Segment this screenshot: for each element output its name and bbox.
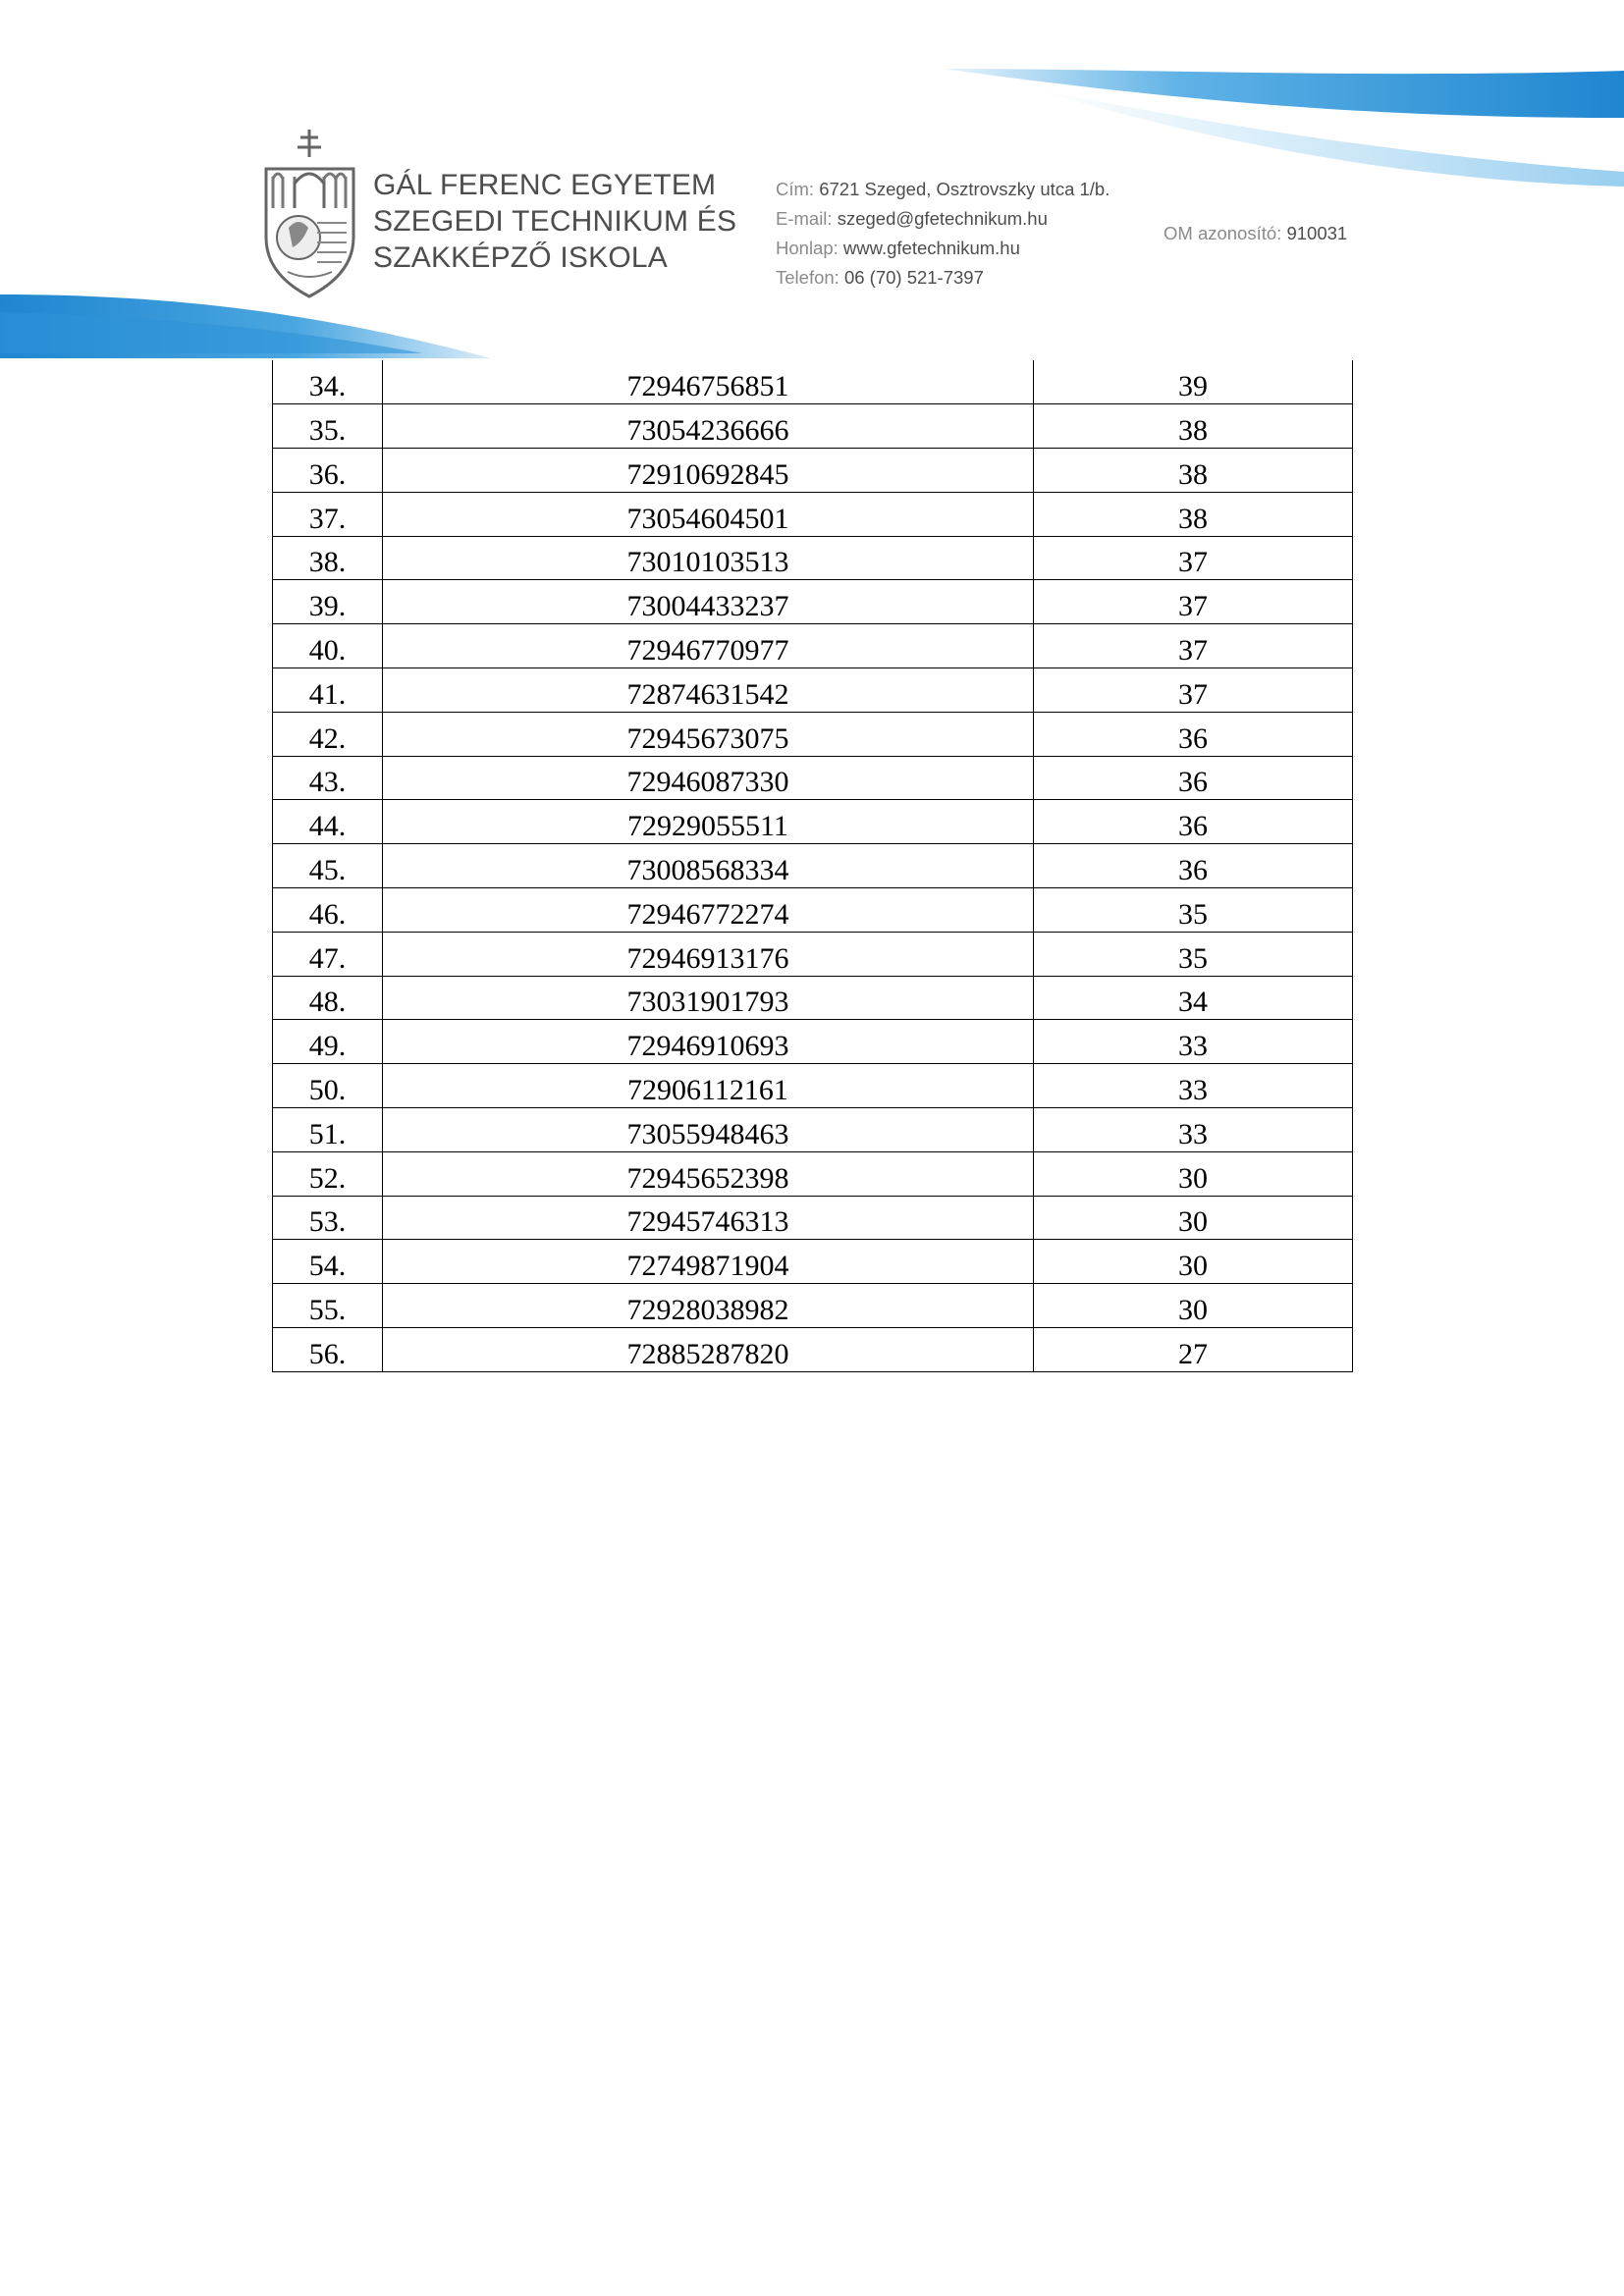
website-label: Honlap: bbox=[776, 238, 839, 258]
code-cell: 73054236666 bbox=[383, 404, 1034, 449]
rank-cell: 49. bbox=[273, 1020, 383, 1064]
code-cell: 72874631542 bbox=[383, 668, 1034, 713]
code-cell: 72946913176 bbox=[383, 932, 1034, 976]
table-row bbox=[273, 624, 1353, 668]
score-cell: 37 bbox=[1034, 668, 1353, 713]
code-cell: 72946910693 bbox=[383, 1020, 1034, 1064]
score-cell: 34 bbox=[1034, 976, 1353, 1020]
rank-cell: 34. bbox=[273, 360, 383, 404]
code-cell: 72946772274 bbox=[383, 888, 1034, 933]
rank-cell: 40. bbox=[273, 624, 383, 668]
rank-cell: 44. bbox=[273, 800, 383, 844]
score-cell: 38 bbox=[1034, 492, 1353, 536]
table-row bbox=[273, 756, 1353, 800]
score-cell: 37 bbox=[1034, 536, 1353, 580]
table-row bbox=[273, 580, 1353, 624]
score-cell: 37 bbox=[1034, 580, 1353, 624]
table-row bbox=[273, 976, 1353, 1020]
email-label: E-mail: bbox=[776, 208, 833, 229]
score-cell: 37 bbox=[1034, 624, 1353, 668]
table-row bbox=[273, 1328, 1353, 1372]
table-row bbox=[273, 932, 1353, 976]
table-row bbox=[273, 404, 1353, 449]
rank-cell: 56. bbox=[273, 1328, 383, 1372]
table-row bbox=[273, 492, 1353, 536]
table-row bbox=[273, 1108, 1353, 1152]
code-cell: 72946087330 bbox=[383, 756, 1034, 800]
website-value[interactable]: www.gfetechnikum.hu bbox=[842, 238, 1020, 258]
email-value[interactable]: szeged@gfetechnikum.hu bbox=[837, 208, 1048, 229]
rank-cell: 43. bbox=[273, 756, 383, 800]
score-cell: 27 bbox=[1034, 1328, 1353, 1372]
phone-value: 06 (70) 521-7397 bbox=[843, 267, 984, 288]
table-row bbox=[273, 1284, 1353, 1328]
code-cell: 72910692845 bbox=[383, 449, 1034, 493]
rank-cell: 51. bbox=[273, 1108, 383, 1152]
om-identifier bbox=[1164, 223, 1347, 244]
code-cell: 73054604501 bbox=[383, 492, 1034, 536]
rank-cell: 35. bbox=[273, 404, 383, 449]
results-table bbox=[272, 360, 1353, 1372]
code-cell: 72929055511 bbox=[383, 800, 1034, 844]
table-row bbox=[273, 800, 1353, 844]
code-cell: 72946770977 bbox=[383, 624, 1034, 668]
address-label: Cím: bbox=[776, 179, 815, 199]
address-value: 6721 Szeged, Osztrovszky utca 1/b. bbox=[819, 179, 1110, 199]
code-cell: 73004433237 bbox=[383, 580, 1034, 624]
score-cell: 38 bbox=[1034, 449, 1353, 493]
score-cell: 30 bbox=[1034, 1196, 1353, 1240]
rank-cell: 48. bbox=[273, 976, 383, 1020]
rank-cell: 38. bbox=[273, 536, 383, 580]
table-row bbox=[273, 888, 1353, 933]
score-cell: 38 bbox=[1034, 404, 1353, 449]
score-cell: 33 bbox=[1034, 1020, 1353, 1064]
score-cell: 35 bbox=[1034, 932, 1353, 976]
code-cell: 72945673075 bbox=[383, 712, 1034, 756]
rank-cell: 54. bbox=[273, 1240, 383, 1284]
score-cell: 36 bbox=[1034, 712, 1353, 756]
rank-cell: 53. bbox=[273, 1196, 383, 1240]
school-name-line: SZEGEDI TECHNIKUM ÉS bbox=[373, 205, 737, 238]
score-cell: 36 bbox=[1034, 800, 1353, 844]
letterhead bbox=[0, 0, 1624, 363]
table-row bbox=[273, 1240, 1353, 1284]
code-cell: 72928038982 bbox=[383, 1284, 1034, 1328]
code-cell: 73010103513 bbox=[383, 536, 1034, 580]
rank-cell: 36. bbox=[273, 449, 383, 493]
score-cell: 36 bbox=[1034, 756, 1353, 800]
code-cell: 73031901793 bbox=[383, 976, 1034, 1020]
score-cell: 33 bbox=[1034, 1064, 1353, 1108]
table-row bbox=[273, 844, 1353, 888]
rank-cell: 42. bbox=[273, 712, 383, 756]
rank-cell: 45. bbox=[273, 844, 383, 888]
table-row bbox=[273, 668, 1353, 713]
score-cell: 30 bbox=[1034, 1284, 1353, 1328]
score-cell: 39 bbox=[1034, 360, 1353, 404]
table-row bbox=[273, 1196, 1353, 1240]
phone-label: Telefon: bbox=[776, 267, 839, 288]
score-cell: 35 bbox=[1034, 888, 1353, 933]
contact-email bbox=[776, 204, 1110, 234]
code-cell: 73055948463 bbox=[383, 1108, 1034, 1152]
code-cell: 72906112161 bbox=[383, 1064, 1034, 1108]
om-label: OM azonosító: bbox=[1164, 223, 1282, 243]
rank-cell: 52. bbox=[273, 1151, 383, 1196]
table-row bbox=[273, 1151, 1353, 1196]
contact-block bbox=[776, 175, 1110, 293]
rank-cell: 46. bbox=[273, 888, 383, 933]
code-cell: 72885287820 bbox=[383, 1328, 1034, 1372]
contact-phone bbox=[776, 263, 1110, 293]
rank-cell: 39. bbox=[273, 580, 383, 624]
school-name-line: SZAKKÉPZŐ ISKOLA bbox=[373, 241, 668, 274]
table-row bbox=[273, 536, 1353, 580]
code-cell: 72945746313 bbox=[383, 1196, 1034, 1240]
school-crest-logo bbox=[263, 130, 356, 301]
contact-address bbox=[776, 175, 1110, 204]
code-cell: 72946756851 bbox=[383, 360, 1034, 404]
rank-cell: 55. bbox=[273, 1284, 383, 1328]
rank-cell: 47. bbox=[273, 932, 383, 976]
table-row bbox=[273, 449, 1353, 493]
table-row bbox=[273, 1020, 1353, 1064]
table-row bbox=[273, 360, 1353, 404]
school-name bbox=[373, 167, 736, 276]
code-cell: 72945652398 bbox=[383, 1151, 1034, 1196]
score-cell: 36 bbox=[1034, 844, 1353, 888]
rank-cell: 41. bbox=[273, 668, 383, 713]
code-cell: 73008568334 bbox=[383, 844, 1034, 888]
rank-cell: 50. bbox=[273, 1064, 383, 1108]
school-name-line: GÁL FERENC EGYETEM bbox=[373, 169, 717, 201]
score-cell: 33 bbox=[1034, 1108, 1353, 1152]
table-row bbox=[273, 712, 1353, 756]
contact-website bbox=[776, 234, 1110, 263]
score-cell: 30 bbox=[1034, 1151, 1353, 1196]
om-value: 910031 bbox=[1286, 223, 1348, 243]
code-cell: 72749871904 bbox=[383, 1240, 1034, 1284]
rank-cell: 37. bbox=[273, 492, 383, 536]
score-cell: 30 bbox=[1034, 1240, 1353, 1284]
table-row bbox=[273, 1064, 1353, 1108]
